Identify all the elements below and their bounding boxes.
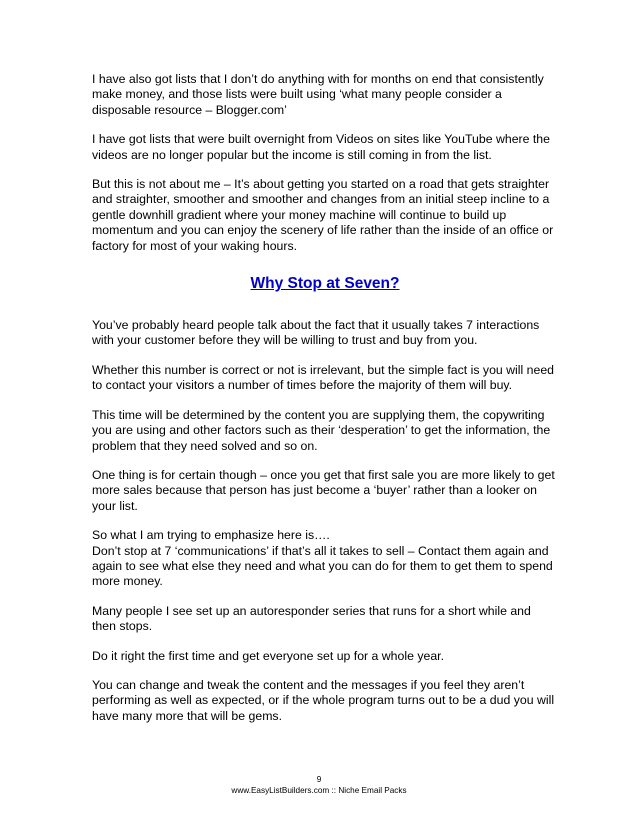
- paragraph-tweak-content: You can change and tweak the content and the messages if you feel they aren’t performing as well as expected, or if the whole program turns out to be a dud you will have many more that will be gems.: [92, 677, 555, 723]
- footer-site-line: www.EasyListBuilders.com :: Niche Email Packs: [231, 786, 407, 795]
- paragraph-dont-stop: Don’t stop at 7 ‘communications’ if that’s all it takes to sell – Contact them again and again to see what else they need and what you can do for them to get them to spend more money.: [92, 543, 553, 589]
- paragraph-content-time: This time will be determined by the content you are supplying them, the copywriting you are using and other factors such as their ‘desperation’ to get the information, the problem that they need solved and so on.: [92, 407, 551, 453]
- page-footer: [0, 774, 638, 796]
- paragraph-emphasize: So what I am trying to emphasize here is….: [92, 528, 330, 543]
- paragraph-youtube-lists: I have got lists that were built overnight from Videos on sites like YouTube where the videos are no longer popular but the income is still coming in from the list.: [92, 132, 550, 162]
- paragraph-blogger-lists: I have also got lists that I don’t do anything with for months on end that consistently make money, and those lists were built using ‘what many people consider a disposable resource – Blogger.com’: [92, 72, 544, 117]
- paragraph-autoresponder: Many people I see set up an autoresponder series that runs for a short while and then stops.: [92, 603, 531, 634]
- page-number: 9: [316, 775, 322, 784]
- paragraph-getting-started: But this is not about me – It’s about getting you started on a road that gets straighter and straighter, smoother and smoother and changes from an initial steep incline to a gentle downhill gradient where your money machine will continue to build up momentum and you can enjoy the scenery of life rather than the inside of an office or factory for most of your waking hours.: [92, 177, 554, 253]
- page-content: [92, 72, 558, 738]
- paragraph-whole-year: Do it right the first time and get everyone set up for a whole year.: [92, 648, 445, 663]
- paragraph-first-sale: One thing is for certain though – once you get that first sale you are more likely to get more sales because that person has just become a ‘buyer’ rather than a looker on your list.: [92, 467, 555, 513]
- section-heading: Why Stop at Seven?: [250, 275, 400, 293]
- paragraph-seven-interactions: You’ve probably heard people talk about the fact that it usually takes 7 interactions with your customer before they will be willing to trust and buy from you.: [92, 318, 540, 348]
- paragraph-number-irrelevant: Whether this number is correct or not is irrelevant, but the simple fact is you will need to contact your visitors a number of times before the majority of them will buy.: [92, 362, 555, 393]
